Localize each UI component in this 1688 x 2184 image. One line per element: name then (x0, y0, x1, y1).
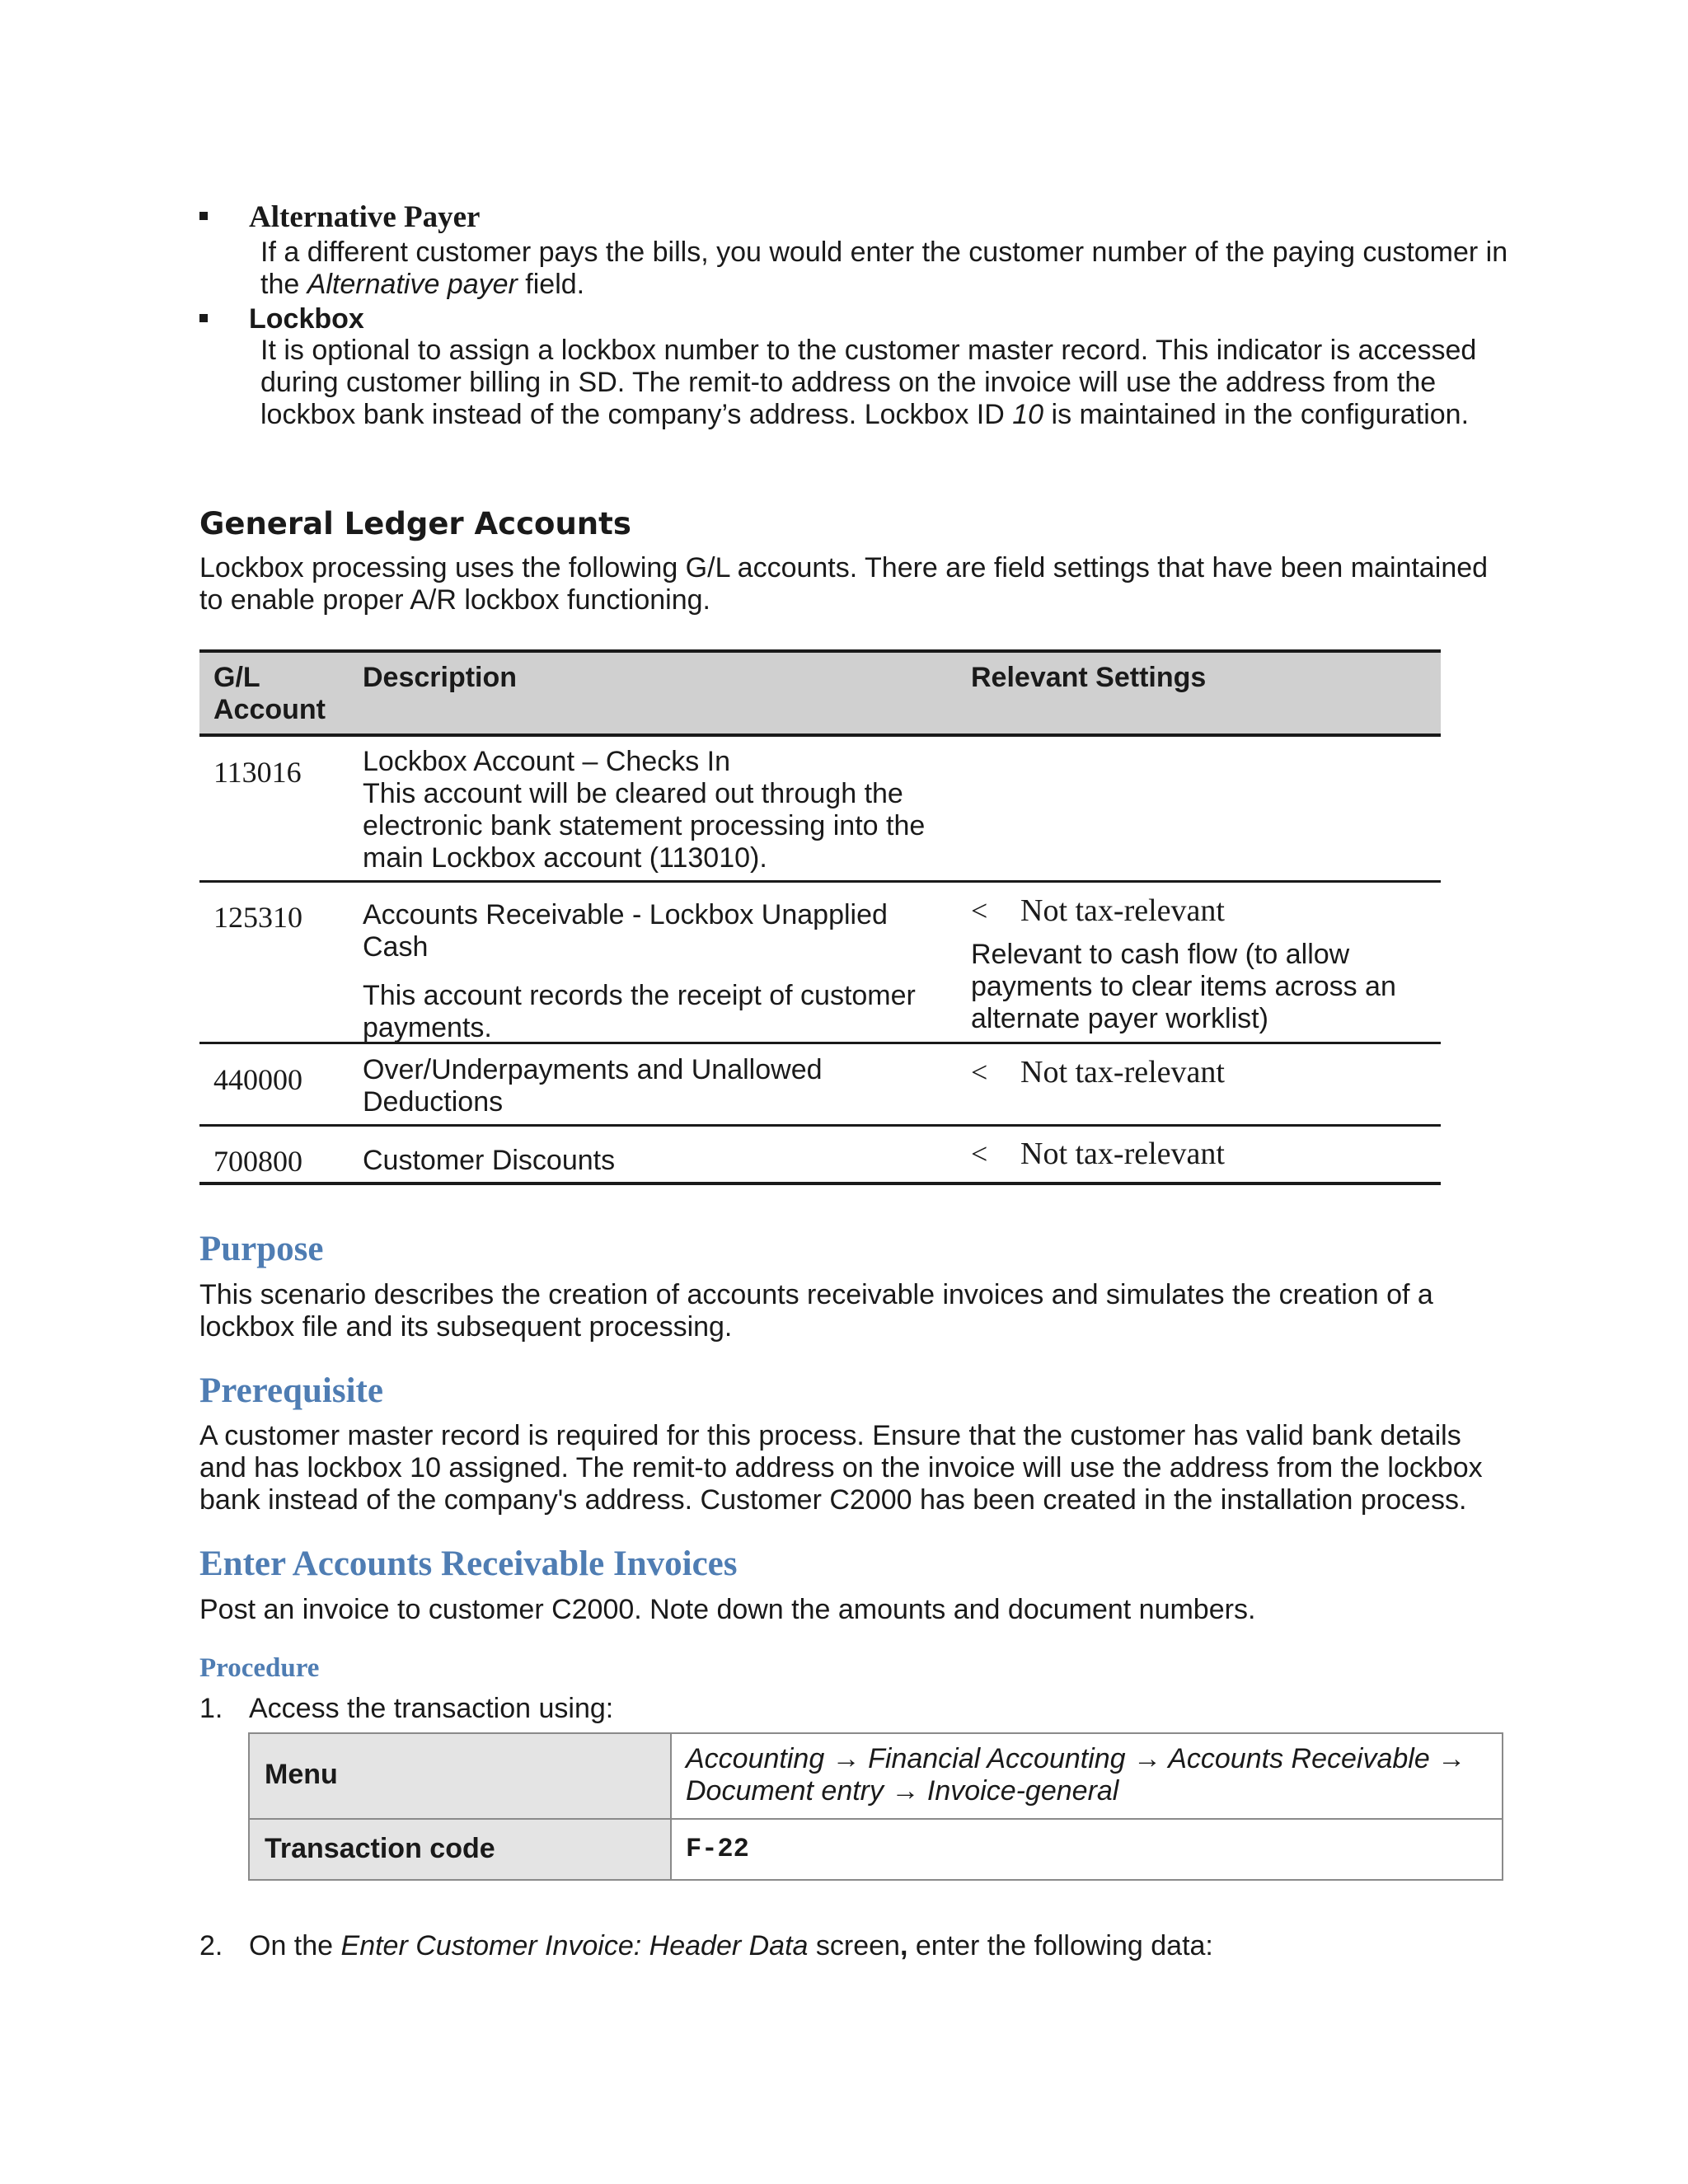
table-rule (199, 880, 1441, 883)
desc-line: Accounts Receivable - Lockbox Unapplied (363, 899, 888, 930)
section-heading-prerequisite: Prerequisite (199, 1371, 383, 1410)
table-divider (250, 1818, 1502, 1820)
paragraph-line: bank instead of the company's address. Customer C2000 has been created in the installation process. (199, 1484, 1467, 1516)
step-text: Access the transaction using: (249, 1693, 614, 1724)
text-run: field. (517, 269, 585, 300)
setting-not-tax-relevant: Not tax-relevant (1020, 893, 1225, 928)
setting-line: payments to clear items across an (971, 971, 1396, 1002)
purpose-text (199, 1279, 1433, 1343)
text-run: lockbox bank instead of the company’s address. Lockbox ID (260, 399, 1013, 430)
menu-label: Menu (265, 1759, 338, 1790)
desc-line: payments. (363, 1012, 492, 1043)
desc-line: Lockbox Account – Checks In (363, 746, 731, 777)
lockbox-id: 10 (1012, 399, 1044, 430)
screen-name: Enter Customer Invoice: Header Data (340, 1930, 809, 1961)
setting-not-tax-relevant: Not tax-relevant (1020, 1137, 1225, 1171)
text-run: enter the following data: (907, 1930, 1213, 1961)
section-heading-enter-invoices: Enter Accounts Receivable Invoices (199, 1544, 738, 1583)
bullet-text-line (260, 269, 1507, 301)
bullet-title-lockbox: Lockbox (249, 303, 364, 335)
column-header-relevant-settings: Relevant Settings (971, 662, 1207, 693)
column-header-description: Description (363, 662, 518, 693)
paragraph-line: Lockbox processing uses the following G/L accounts. There are field settings that have been maintained (199, 552, 1489, 583)
menu-path-line: Document entry → Invoice-general (686, 1775, 1119, 1807)
table-cell-account: 700800 (213, 1145, 302, 1178)
desc-line: Over/Underpayments and Unallowed (363, 1054, 823, 1085)
checkbox-mark: < (971, 1137, 988, 1170)
header-line: Account (213, 694, 326, 725)
table-rule (199, 649, 1441, 653)
gl-intro (199, 552, 1488, 616)
bullet-text-line: It is optional to assign a lockbox number to the customer master record. This indicator is accessed (260, 335, 1477, 366)
text-run: is maintained in the configuration. (1043, 399, 1470, 430)
step-text (249, 1930, 1213, 1962)
table-cell-description: Customer Discounts (363, 1145, 616, 1176)
text-run: the (260, 269, 307, 300)
section-heading-gl-accounts: General Ledger Accounts (199, 506, 631, 541)
bullet-marker (199, 212, 208, 220)
setting-line: Relevant to cash flow (to allow (971, 939, 1350, 970)
bullet-text (260, 335, 1476, 431)
table-rule (199, 1124, 1441, 1127)
table-cell-description (363, 899, 916, 1044)
step-number: 2. (199, 1930, 223, 1961)
setting-extra (971, 939, 1396, 1035)
paragraph-line: lockbox file and its subsequent processing. (199, 1311, 733, 1343)
menu-path-line: Accounting → Financial Accounting → Accounts Receivable → (686, 1743, 1466, 1774)
enter-invoices-text: Post an invoice to customer C2000. Note down the amounts and document numbers. (199, 1594, 1256, 1625)
table-rule (199, 1182, 1441, 1185)
bullet-text-line: during customer billing in SD. The remit-to address on the invoice will use the address from the (260, 367, 1437, 398)
desc-line: This account records the receipt of customer (363, 980, 916, 1011)
tcode-label: Transaction code (265, 1833, 495, 1864)
table-cell-description (363, 1054, 823, 1118)
transaction-access-table (248, 1732, 1503, 1881)
transaction-code: F-22 (686, 1834, 749, 1864)
bullet-title-alternative-payer: Alternative Payer (249, 200, 481, 234)
desc-line: electronic bank statement processing into the (363, 810, 926, 841)
table-cell-account: 440000 (213, 1063, 302, 1096)
text-run: screen (808, 1930, 900, 1961)
bullet-marker (199, 314, 208, 322)
paragraph-line: to enable proper A/R lockbox functioning. (199, 584, 710, 616)
table-rule (199, 733, 1441, 737)
setting-not-tax-relevant: Not tax-relevant (1020, 1055, 1225, 1090)
desc-line: Cash (363, 931, 429, 963)
table-cell-account: 113016 (213, 756, 302, 789)
checkbox-mark: < (971, 1056, 988, 1089)
table-cell-account: 125310 (213, 901, 302, 934)
step-number: 1. (199, 1693, 223, 1724)
text-run: On the (249, 1930, 341, 1961)
procedure-heading: Procedure (199, 1653, 320, 1683)
section-heading-purpose: Purpose (199, 1230, 324, 1268)
paragraph-line: This scenario describes the creation of accounts receivable invoices and simulates the creation of a (199, 1279, 1433, 1310)
text-run: , (899, 1930, 908, 1961)
bullet-text (260, 237, 1507, 301)
field-name: Alternative payer (307, 269, 518, 300)
bullet-text-line (260, 399, 1476, 431)
setting-line: alternate payer worklist) (971, 1003, 1268, 1034)
menu-path (686, 1743, 1465, 1807)
bullet-text-line: If a different customer pays the bills, you would enter the customer number of the paying customer in (260, 237, 1508, 268)
table-cell-description (363, 746, 925, 874)
header-line: G/L (213, 662, 260, 693)
checkbox-mark: < (971, 894, 988, 927)
paragraph-line: A customer master record is required for this process. Ensure that the customer has valid bank details (199, 1420, 1461, 1451)
desc-line: main Lockbox account (113010). (363, 842, 767, 874)
desc-line: This account will be cleared out through the (363, 778, 903, 809)
desc-line: Deductions (363, 1086, 504, 1118)
paragraph-line: and has lockbox 10 assigned. The remit-to address on the invoice will use the address from the lockbox (199, 1452, 1483, 1483)
prerequisite-text (199, 1420, 1483, 1516)
column-header-gl-account (213, 662, 326, 726)
